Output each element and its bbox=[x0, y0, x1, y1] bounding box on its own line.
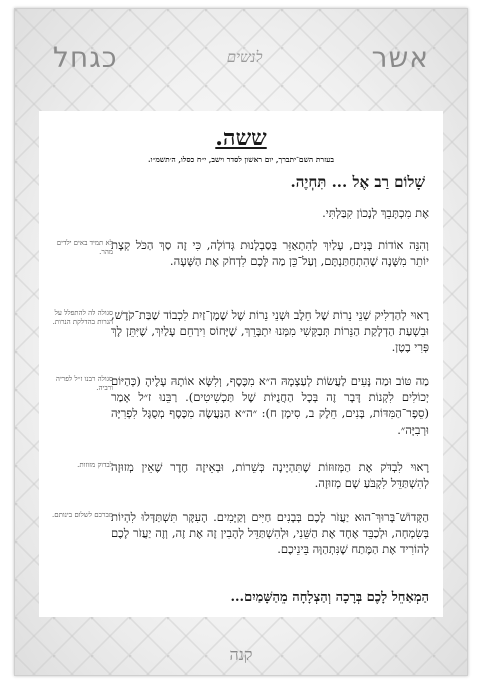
paragraph-1: אֶת מִכְתָּבֵךְ לְנָכוֹן קִבַּלְתִּי. bbox=[322, 206, 429, 220]
letter-body bbox=[39, 111, 443, 617]
paragraph-3: רָאוּי לְהַדְלִיק שְׁנֵי נֵרוֹת שֶׁל חֵלֶב וּשְׁנֵי נֵרוֹת שֶׁל שֶׁמֶן־זַיִת לִכְבוֹד שַׁבַּת־קֹדֶשׁ, וּבִשְׁעַת הַדְלָקַת הַנֵּרוֹת תְּבַקְּשִׁי מִמְּנוּ יִתְבָּרֵךְ, שֶׁיָּחוֹס וִירַחֵם עָלַיִךְ, שֶׁיִּתֵּן לָךְ פְּרִי בֶטֶן. bbox=[111, 308, 429, 355]
brand-subtitle: לנשים bbox=[226, 47, 263, 66]
brand-right: אשר bbox=[371, 40, 429, 74]
letter-dateline: בעזרת השם־יתברך, יום ראשון לסדר וישב, י״ח כסלו, ה׳תשמ״ו. bbox=[147, 155, 335, 164]
margin-note-2: לא תמיד באים ילדים מהר. bbox=[56, 239, 113, 256]
paragraph-2: וְהִנֵּה אוֹדוֹת בָּנִים, עָלַיִךְ לְהִתְאַזֵּר בְּסַבְלָנוּת גְּדוֹלָה, כִּי זֶה סַךְ הַכֹּל קְצָת יוֹתֵר מִשָּׁנָה שֶׁהִתְחַתַּנְתֶּם, וְעַל־כֵּן מַה לָּכֶם לִדְחֹק אֶת הַשָּׁעָה. bbox=[111, 238, 429, 269]
letter-greeting: שָׁלוֹם רַב אֶל ... תִּחְיֶה. bbox=[290, 173, 425, 191]
margin-note-3: סגולה לה להתפלל על הנרות בהדלקת הנרות. bbox=[52, 309, 113, 326]
page-header bbox=[15, 35, 467, 79]
letter-title: ששה. bbox=[215, 125, 267, 151]
margin-note-4: סגולה רבנו ז״ל לפריה ורביה. bbox=[55, 375, 113, 392]
brand-left: כגחל bbox=[53, 40, 118, 74]
paragraph-5: רָאוּי לִבְדֹּק אֶת הַמְּזוּזוֹת שֶׁתִּהְיֶינָה כְּשֵׁרוֹת, וּבְאֵיזֶה חֶדֶר שֶׁאֵין מְזוּזָה לְהִשְׁתַּדֵּל לִקְבֹּעַ שָׁם מְזוּזָה. bbox=[111, 460, 429, 491]
paragraph-6: הַקָּדוֹשׁ־בָּרוּךְ־הוּא יַעֲזֹר לָכֶם בְּבָנִים חַיִּים וְקַיָּמִים. הָעִקָּר תִּשְׁתַּדְּלוּ לִהְיוֹת בְּשִׂמְחָה, וּלְכַבֵּד אֶחָד אֶת הַשֵּׁנִי, וּלְהִשְׁתַּדֵּל לְהָבִין זֶה אֶת זֶה, וְזֶה יַעֲזֹר לָכֶם לְהוֹרִיד אֶת הַמֶּתַח שֶׁנִּתְהַוָּה בֵּינֵיכֶם. bbox=[111, 510, 429, 557]
page-footer: קנה bbox=[229, 645, 253, 664]
page-frame bbox=[14, 8, 468, 676]
margin-note-5: לבדוק מזוזות. bbox=[77, 461, 113, 469]
letter-closing: הַמְאַחֵל לָכֶם בְּרָכָה וְהַצְלָחָה מֵהַשָּׁמַיִם... bbox=[230, 590, 429, 605]
margin-note-6: מברכם לשלום בינותם. bbox=[51, 511, 113, 519]
paragraph-4: מַה טּוֹב וּמַה נָּעִים לַעֲשׂוֹת לְעַצְמָהּ ה״א מִכֶּסֶף, וְלִשָּׂא אוֹתָהּ עָלֶיהָ (כְּהַיּוֹם יְכוֹלִים לִקְנוֹת דָּבָר זֶה בְּכָל הַחֲנֻיּוֹת שֶׁל תַּכְשִׁיטִים). רַבֵּנוּ ז״ל אָמַר (סֵפֶר־הַמִּדּוֹת, בָּנִים, חֵלֶק ב, סִימָן ח): ״ה״א הַנַּעֲשֶׂה מִכֶּסֶף מְסֻגָּל לִפְרִיָּה וּרְבִיָּה״. bbox=[111, 374, 429, 437]
